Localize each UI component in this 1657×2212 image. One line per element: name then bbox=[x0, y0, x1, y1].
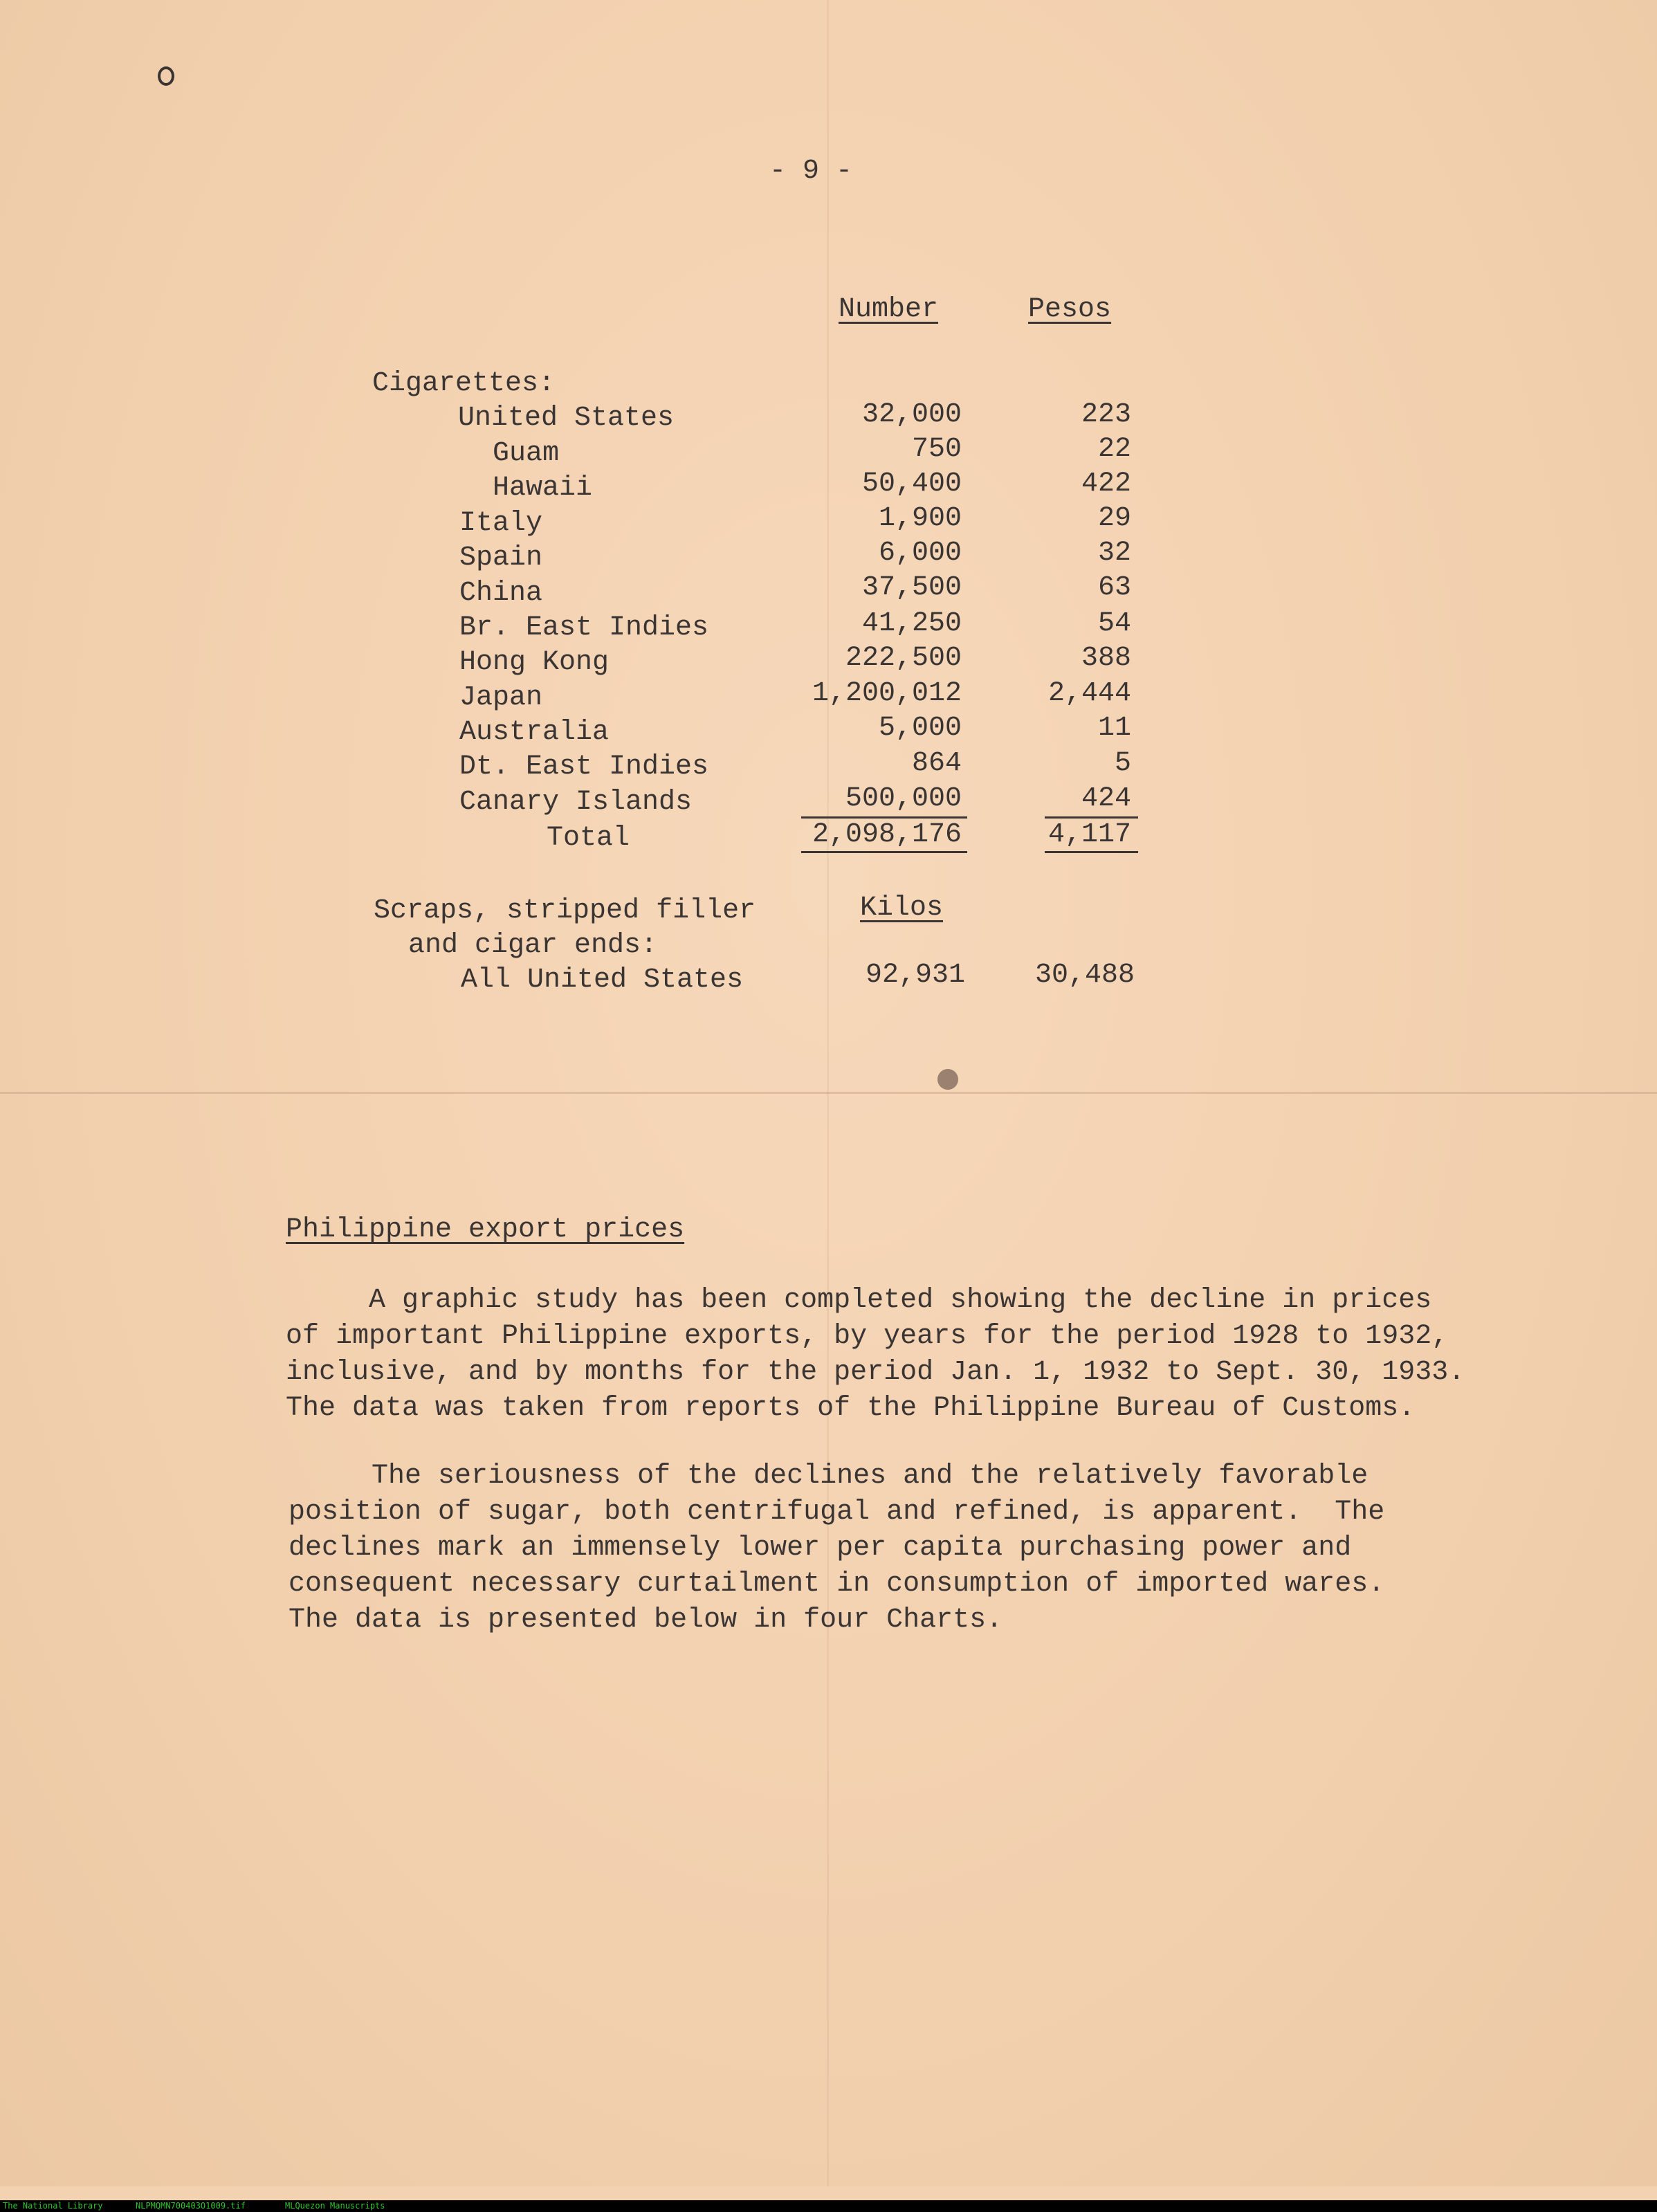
total-label: Total bbox=[547, 823, 630, 854]
footer-filename: NLPMQMN700403O1009.tif bbox=[136, 2201, 246, 2211]
row-label: Guam bbox=[493, 438, 560, 469]
row-label: Spain bbox=[459, 542, 543, 574]
column-header-kilos: Kilos bbox=[860, 893, 944, 924]
paragraph-line: A graphic study has been completed showing the decline in prices bbox=[286, 1285, 1432, 1316]
row-number: 5,000 bbox=[878, 713, 962, 744]
total-pesos: 4,117 bbox=[1047, 819, 1131, 850]
scraps-row-label: All United States bbox=[461, 965, 744, 996]
row-pesos: 422 bbox=[1081, 468, 1131, 500]
paragraph-line: of important Philippine exports, by years for the period 1928 to 1932, bbox=[286, 1321, 1449, 1352]
row-label: Hawaii bbox=[493, 473, 593, 504]
row-number: 222,500 bbox=[845, 643, 962, 674]
sum-rule-number bbox=[801, 816, 967, 819]
row-label: Dt. East Indies bbox=[459, 751, 709, 783]
paragraph-line: The seriousness of the declines and the relatively favorable bbox=[289, 1461, 1368, 1492]
paragraph-line: inclusive, and by months for the period Jan. 1, 1932 to Sept. 30, 1933. bbox=[286, 1357, 1465, 1388]
paragraph-line: position of sugar, both centrifugal and refined, is apparent. The bbox=[289, 1497, 1385, 1528]
paragraph-line: consequent necessary curtailment in consumption of imported wares. bbox=[289, 1569, 1385, 1600]
row-pesos: 223 bbox=[1081, 399, 1131, 430]
row-label: China bbox=[459, 578, 543, 609]
row-number: 500,000 bbox=[845, 783, 962, 814]
row-pesos: 29 bbox=[1097, 503, 1131, 534]
row-pesos: 32 bbox=[1097, 538, 1131, 569]
total-rule-pesos bbox=[1045, 851, 1138, 853]
row-number: 1,900 bbox=[878, 503, 962, 534]
column-header-number: Number bbox=[839, 294, 939, 325]
sum-rule-pesos bbox=[1045, 816, 1138, 819]
row-pesos: 424 bbox=[1081, 783, 1131, 814]
punch-hole-mark bbox=[158, 66, 174, 86]
footer-library: The National Library bbox=[3, 2201, 103, 2211]
row-number: 37,500 bbox=[861, 572, 962, 603]
row-label: United States bbox=[458, 403, 675, 434]
row-pesos: 5 bbox=[1114, 748, 1131, 779]
paragraph-line: The data was taken from reports of the Philippine Bureau of Customs. bbox=[286, 1393, 1416, 1424]
row-number: 750 bbox=[911, 434, 962, 465]
paragraph-line: declines mark an immensely lower per capita purchasing power and bbox=[289, 1533, 1352, 1564]
row-label: Br. East Indies bbox=[459, 612, 709, 643]
cigarettes-heading: Cigarettes: bbox=[372, 368, 556, 399]
total-number: 2,098,176 bbox=[812, 819, 962, 850]
row-pesos: 388 bbox=[1081, 643, 1131, 674]
section-heading: Philippine export prices bbox=[286, 1214, 685, 1245]
scraps-pesos: 30,488 bbox=[1034, 960, 1135, 991]
row-number: 50,400 bbox=[861, 468, 962, 500]
scraps-kilos: 92,931 bbox=[865, 960, 965, 991]
row-number: 32,000 bbox=[861, 399, 962, 430]
row-label: Australia bbox=[459, 717, 610, 748]
scraps-label-line1: Scraps, stripped filler bbox=[374, 895, 756, 926]
footer-collection: MLQuezon Manuscripts bbox=[285, 2201, 385, 2211]
row-number: 1,200,012 bbox=[812, 678, 962, 709]
row-label: Hong Kong bbox=[459, 647, 610, 678]
row-label: Italy bbox=[459, 508, 543, 539]
row-label: Canary Islands bbox=[459, 787, 693, 818]
paper-fold-line bbox=[827, 0, 829, 2186]
page-number: - 9 - bbox=[769, 156, 853, 187]
row-pesos: 22 bbox=[1097, 434, 1131, 465]
row-pesos: 63 bbox=[1097, 572, 1131, 603]
row-label: Japan bbox=[459, 682, 543, 713]
row-number: 864 bbox=[911, 748, 962, 779]
row-pesos: 2,444 bbox=[1047, 678, 1131, 709]
paragraph-line: The data is presented below in four Charts. bbox=[289, 1605, 1003, 1636]
row-number: 6,000 bbox=[878, 538, 962, 569]
row-pesos: 11 bbox=[1097, 713, 1131, 744]
scraps-label-line2: and cigar ends: bbox=[408, 930, 658, 961]
total-rule-number bbox=[801, 851, 967, 853]
row-pesos: 54 bbox=[1097, 608, 1131, 639]
row-number: 41,250 bbox=[861, 608, 962, 639]
column-header-pesos: Pesos bbox=[1028, 294, 1112, 325]
scan-footer-bar bbox=[0, 2200, 1657, 2212]
ink-spot bbox=[937, 1069, 958, 1090]
